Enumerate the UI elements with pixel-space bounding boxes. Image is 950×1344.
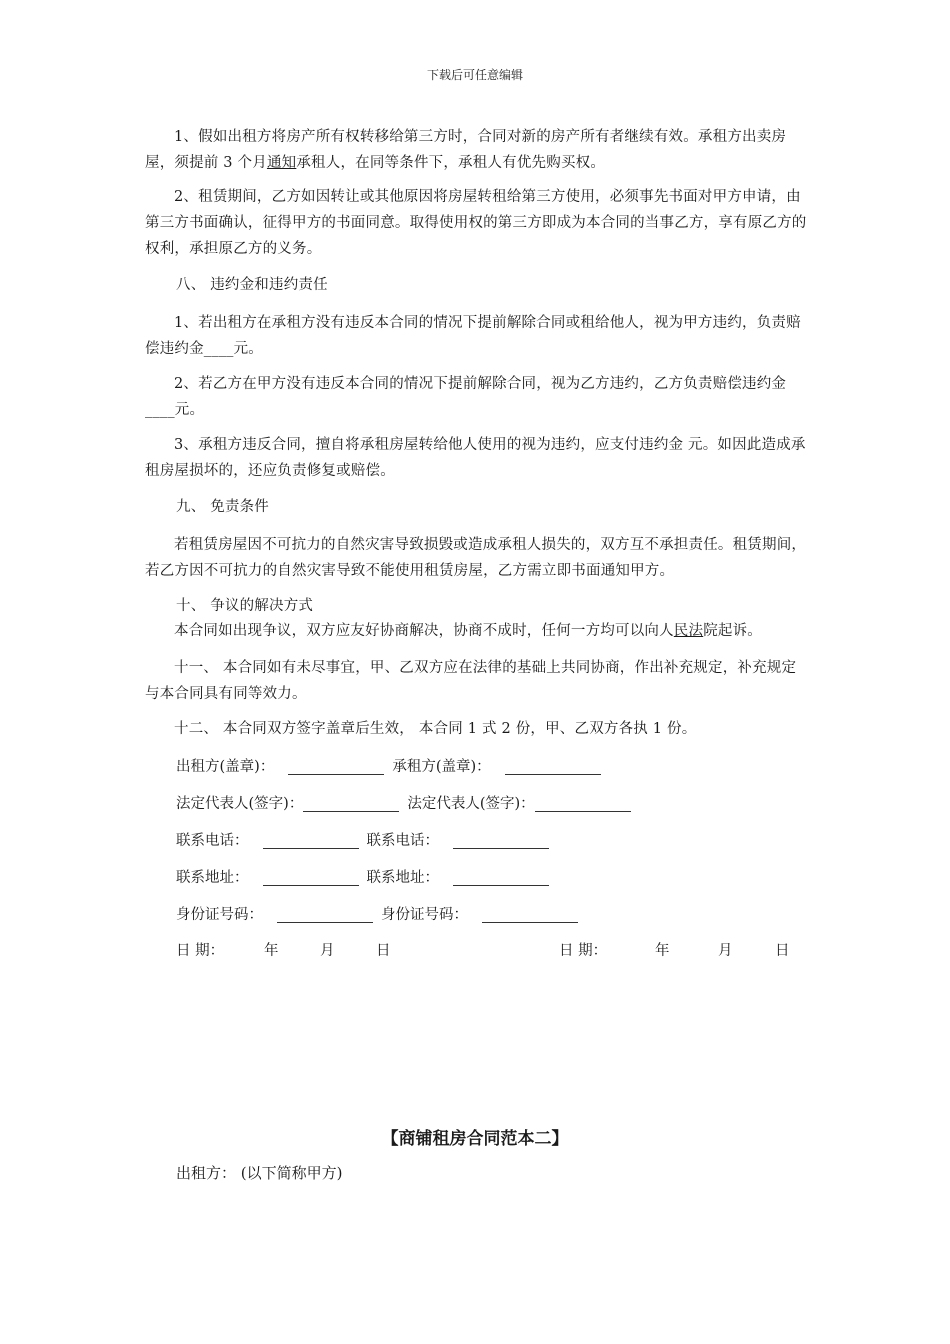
- id-field-2[interactable]: [482, 906, 578, 923]
- legal-rep-label-2: 法定代表人(签字)：: [407, 796, 535, 812]
- clause-7-item-1: [145, 124, 810, 176]
- id-field-1[interactable]: [277, 906, 373, 923]
- date-day-1: 日: [376, 943, 391, 959]
- clause-11-text: 十一、 本合同如有未尽事宜，甲、乙双方应在法律的基础上共同协商，作出补充规定，补充规定与本合同具有同等效力。: [145, 660, 797, 702]
- clause-text: 本合同如出现争议，双方应友好协商解决，协商不成时，任何一方均可以向人: [174, 623, 674, 639]
- clause-10-text: [145, 618, 815, 644]
- heading-section-10: 十、 争议的解决方式: [176, 598, 314, 614]
- clause-text: 院起诉。: [703, 623, 763, 639]
- legal-rep-field-1[interactable]: [303, 795, 399, 812]
- clause-9-text: 若租赁房屋因不可抗力的自然灾害导致损毁或造成承租人损失的，双方互不承担责任。租赁期间，若乙方因不可抗力的自然灾害导致不能使用租赁房屋，乙方需立即书面通知甲方。: [145, 537, 807, 579]
- heading-section-9: 九、 免责条件: [176, 499, 270, 515]
- section-2-title: 【商铺租房合同范本二】: [381, 1129, 569, 1149]
- section-2-lessor-line: 出租方： (以下简称甲方): [176, 1164, 343, 1182]
- date-year-1: 年: [264, 943, 279, 959]
- date-label-1: 日 期：: [176, 943, 225, 959]
- legal-rep-field-2[interactable]: [535, 795, 631, 812]
- id-row: [176, 902, 586, 928]
- clause-text: 1、假如出租方将房产所有权转移给第三方时，合同对新的房产所有者继续有效。承租方出卖房屋，须提前 3 个月: [145, 129, 787, 171]
- notice-link[interactable]: 通知: [266, 155, 297, 171]
- civil-court-link[interactable]: 民法: [673, 623, 704, 639]
- address-label-2: 联系地址：: [366, 870, 439, 886]
- legal-rep-label-1: 法定代表人(签字)：: [176, 796, 304, 812]
- lessee-seal-field[interactable]: [505, 758, 601, 775]
- address-field-2[interactable]: [453, 869, 549, 886]
- clause-8-item-1: 1、若出租方在承租方没有违反本合同的情况下提前解除合同或租给他人，视为甲方违约，负责赔偿违约金____元。: [145, 315, 801, 357]
- heading-section-8: 八、 违约金和违约责任: [176, 277, 328, 293]
- date-day-2: 日: [775, 943, 790, 959]
- clause-8-item-2: 2、若乙方在甲方没有违反本合同的情况下提前解除合同，视为乙方违约，乙方负责赔偿违约金____元。: [145, 376, 787, 418]
- lessor-seal-field[interactable]: [288, 758, 384, 775]
- address-field-1[interactable]: [263, 869, 359, 886]
- date-month-1: 月: [320, 943, 335, 959]
- phone-row: [176, 828, 557, 854]
- address-row: [176, 865, 557, 891]
- clause-8-item-3: 3、承租方违反合同，擅自将承租房屋转给他人使用的视为违约，应支付违约金 元。如因此造成承租房屋损坏的，还应负责修复或赔偿。: [145, 437, 806, 479]
- clause-text: 承租人，在同等条件下，承租人有优先购买权。: [296, 155, 606, 171]
- clause-12-text: 十二、 本合同双方签字盖章后生效， 本合同 1 式 2 份，甲、乙双方各执 1 份。: [174, 721, 697, 737]
- id-label-2: 身份证号码：: [381, 907, 468, 923]
- phone-label-2: 联系电话：: [366, 833, 439, 849]
- legal-rep-row: [176, 791, 639, 817]
- seal-row: [176, 754, 609, 780]
- lessee-seal-label: 承租方(盖章)：: [392, 759, 491, 775]
- date-row: [176, 938, 816, 964]
- address-label-1: 联系地址：: [176, 870, 249, 886]
- header-note: 下载后可任意编辑: [426, 68, 523, 82]
- clause-7-item-2: 2、租赁期间，乙方如因转让或其他原因将房屋转租给第三方使用，必须事先书面对甲方申请，由第三方书面确认，征得甲方的书面同意。取得使用权的第三方即成为本合同的当事乙方，享有原乙方的权利，承担原乙方的义务。: [145, 189, 807, 257]
- phone-label-1: 联系电话：: [176, 833, 249, 849]
- phone-field-1[interactable]: [263, 832, 359, 849]
- id-label-1: 身份证号码：: [176, 907, 263, 923]
- date-month-2: 月: [718, 943, 733, 959]
- phone-field-2[interactable]: [453, 832, 549, 849]
- lessor-seal-label: 出租方(盖章)：: [176, 759, 275, 775]
- date-label-2: 日 期：: [559, 943, 608, 959]
- date-year-2: 年: [655, 943, 670, 959]
